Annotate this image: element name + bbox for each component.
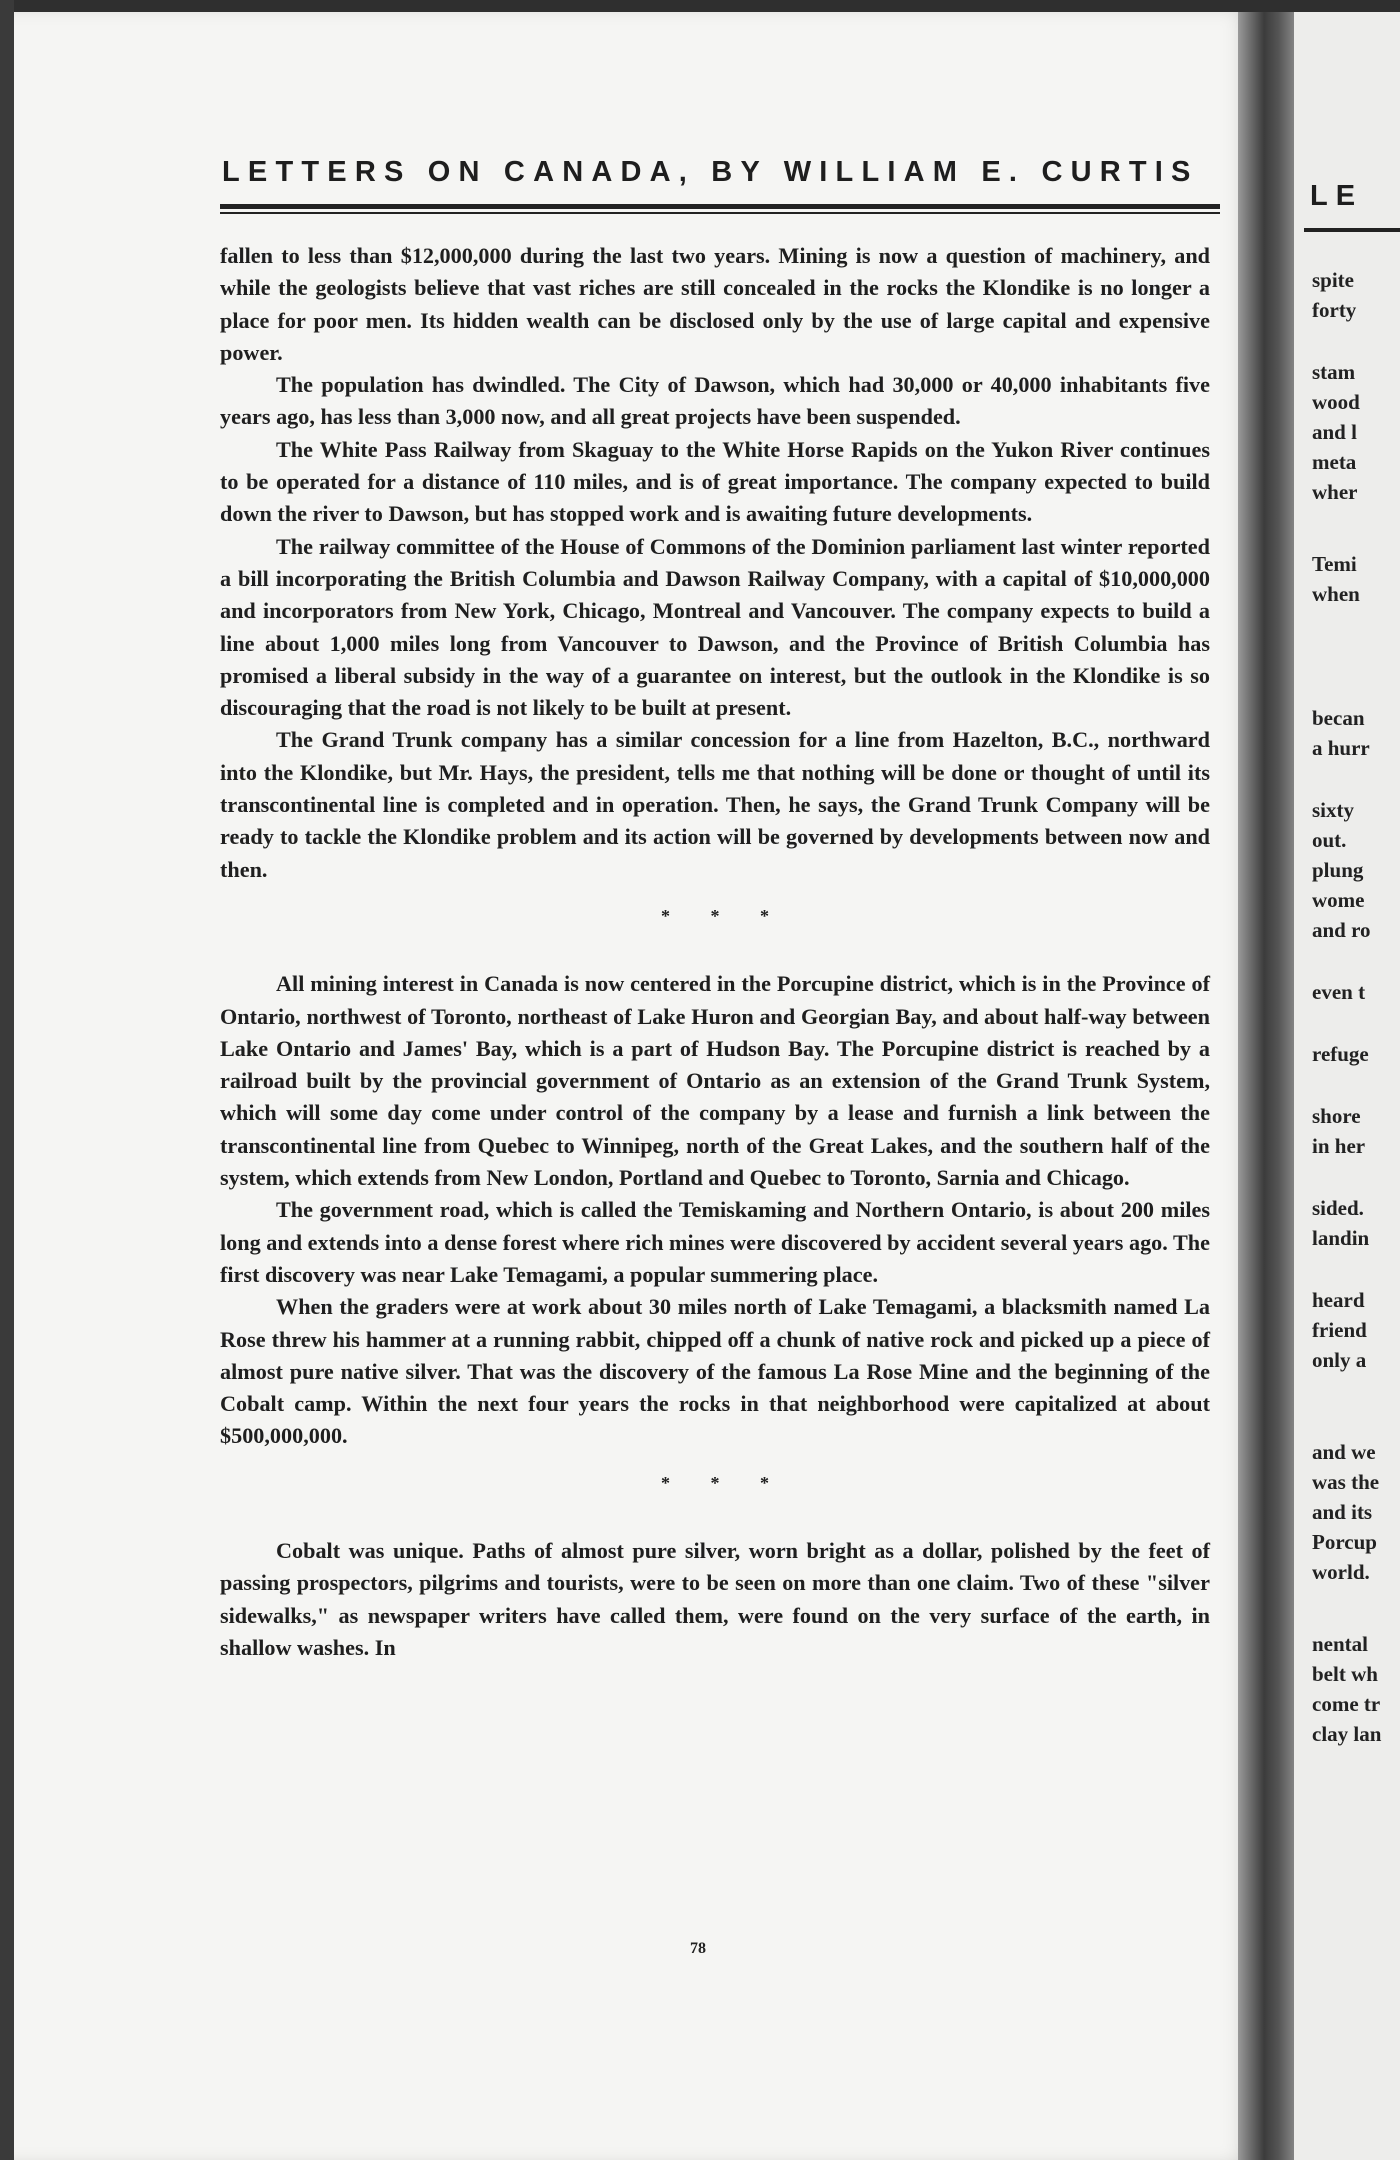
right-page-line-fragment: becan	[1312, 706, 1365, 730]
right-page-line-fragment: and its	[1312, 1500, 1373, 1524]
right-page-line-fragment: out.	[1312, 828, 1347, 852]
right-page-line-fragment: belt wh	[1312, 1662, 1378, 1686]
paragraph: The Grand Trunk company has a similar concession for a line from Hazelton, B.C., northward into the Klondike, but Mr. Hays, the president, tells me that nothing will be done or thought of until its transcontinental line is completed and in operation. Then, he says, the Grand Trunk Company will be ready to tackle the Klondike problem and its action will be governed by developments between now and then.	[220, 727, 1210, 882]
right-page-line-fragment: sixty	[1312, 798, 1354, 822]
right-page-line-fragment: friend	[1312, 1318, 1367, 1342]
right-page-line-fragment: stam	[1312, 360, 1356, 384]
right-page-line-fragment: and ro	[1312, 918, 1371, 942]
paragraph: The railway committee of the House of Commons of the Dominion parliament last winter reported a bill incorporating the British Columbia and Dawson Railway Company, with a capital of $10,000,000 and incorporators from New York, Chicago, Montreal and Vancouver. The company expects to build a line about 1,000 miles long from Vancouver to Dawson, and the Province of British Columbia has promised a liberal subsidy in the way of a guarantee on interest, but the outlook in the Klondike is so discouraging that the road is not likely to be built at present.	[220, 533, 1210, 721]
body-text	[220, 240, 1210, 1664]
right-page-line-fragment: come tr	[1312, 1692, 1381, 1716]
right-page-line-fragment: meta	[1312, 450, 1357, 474]
right-page-line-fragment: heard	[1312, 1288, 1365, 1312]
right-page-line-fragment: refuge	[1312, 1042, 1369, 1066]
paragraph: Cobalt was unique. Paths of almost pure silver, worn bright as a dollar, polished by the feet of passing prospectors, pilgrims and tourists, were to be seen on more than one claim. Two of these "silver sidewalks," as newspaper writers have called them, were found on the very surface of the earth, in shallow washes. In	[220, 1537, 1210, 1660]
right-page-line-fragment: shore	[1312, 1104, 1361, 1128]
paragraph: When the graders were at work about 30 miles north of Lake Temagami, a blacksmith named La Rose threw his hammer at a running rabbit, chipped off a chunk of native rock and picked up a piece of almost pure native silver. That was the discovery of the famous La Rose Mine and the beginning of the Cobalt camp. Within the next four years the rocks in that neighborhood were capitalized at about $500,000,000.	[220, 1294, 1210, 1449]
paragraph: The government road, which is called the Temiskaming and Northern Ontario, is about 200 miles long and extends into a dense forest where rich mines were discovered by accident several years ago. The first discovery was near Lake Temagami, a popular summering place.	[220, 1197, 1210, 1287]
header-rule-thick	[220, 204, 1220, 209]
right-page-line-fragment: in her	[1312, 1134, 1366, 1158]
scan-left-edge	[0, 0, 14, 2160]
paragraph: All mining interest in Canada is now centered in the Porcupine district, which is in the Province of Ontario, northwest of Toronto, northeast of Lake Huron and Georgian Bay, and about half-way between Lake Ontario and James' Bay, which is a part of Hudson Bay. The Porcupine district is reached by a railroad built by the provincial government of Ontario as an extension of the Grand Trunk System, which will some day come under control of the company by a lease and furnish a link between the transcontinental line from Quebec to Winnipeg, north of the Great Lakes, and the southern half of the system, which extends from New London, Portland and Quebec to Toronto, Sarnia and Chicago.	[220, 971, 1210, 1191]
right-page-rule	[1304, 228, 1400, 232]
right-page-line-fragment: only a	[1312, 1348, 1367, 1372]
right-page	[1294, 12, 1400, 2160]
book-gutter	[1238, 12, 1296, 2160]
section-break: * * *	[661, 1472, 787, 1493]
paragraph: The population has dwindled. The City of Dawson, which had 30,000 or 40,000 inhabitants five years ago, has less than 3,000 now, and all great projects have been suspended.	[220, 372, 1210, 430]
right-page-line-fragment: even t	[1312, 980, 1366, 1004]
right-page-line-fragment: nental	[1312, 1632, 1369, 1656]
right-page-line-fragment: spite	[1312, 268, 1354, 292]
header-rule-thin	[220, 212, 1220, 214]
right-page-line-fragment: wood	[1312, 390, 1360, 414]
right-page-line-fragment: landin	[1312, 1226, 1370, 1250]
right-page-line-fragment: world.	[1312, 1560, 1370, 1584]
section-break: * * *	[661, 905, 787, 926]
right-page-line-fragment: wher	[1312, 480, 1358, 504]
right-page-line-fragment: and we	[1312, 1440, 1376, 1464]
running-head: LETTERS ON CANADA, BY WILLIAM E. CURTIS	[222, 156, 1199, 188]
right-page-line-fragment: Porcup	[1312, 1530, 1377, 1554]
right-page-line-fragment: Temi	[1312, 552, 1357, 576]
paragraph: fallen to less than $12,000,000 during the last two years. Mining is now a question of machinery, and while the geologists believe that vast riches are still concealed in the rocks the Klondike is no longer a place for poor men. Its hidden wealth can be disclosed only by the use of large capital and expensive power.	[220, 243, 1210, 365]
right-page-line-fragment: wome	[1312, 888, 1365, 912]
right-page-line-fragment: clay lan	[1312, 1722, 1382, 1746]
right-page-line-fragment: sided.	[1312, 1196, 1364, 1220]
right-page-line-fragment: when	[1312, 582, 1360, 606]
right-page-line-fragment: forty	[1312, 298, 1357, 322]
page-number: 78	[690, 1940, 706, 1957]
right-page-line-fragment: was the	[1312, 1470, 1380, 1494]
paragraph: The White Pass Railway from Skaguay to the White Horse Rapids on the Yukon River continues to be operated for a distance of 110 miles, and is of great importance. The company expected to build down the river to Dawson, but has stopped work and is awaiting future developments.	[220, 436, 1210, 527]
right-page-line-fragment: plung	[1312, 858, 1364, 882]
right-page-line-fragment: a hurr	[1312, 736, 1370, 760]
right-page-line-fragment: and l	[1312, 420, 1357, 444]
right-page-running-head: LE	[1310, 180, 1364, 212]
